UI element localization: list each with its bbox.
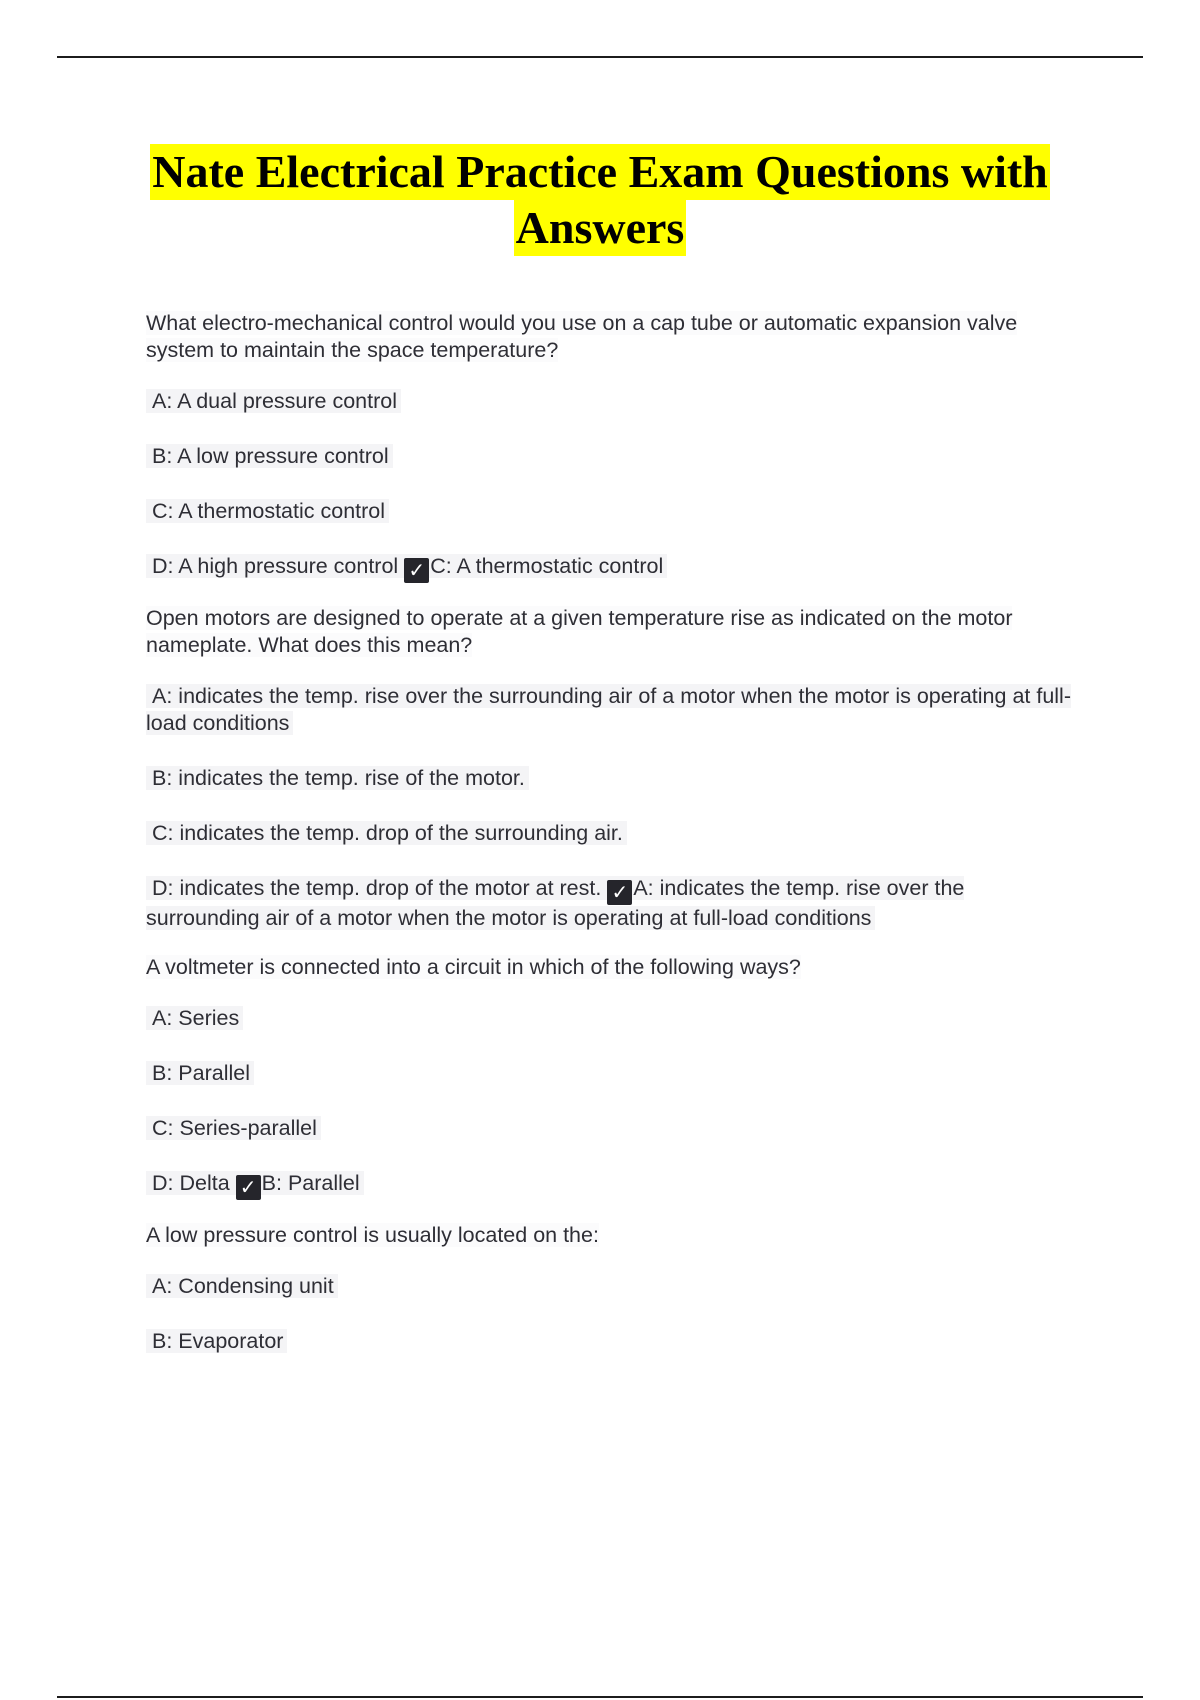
title-line-2: Answers (514, 200, 687, 256)
top-rule (57, 56, 1143, 58)
option-c (146, 498, 1081, 525)
answer-text: C: A thermostatic control (430, 554, 664, 578)
option-c (146, 1115, 1081, 1142)
answer-text: B: Parallel (261, 1171, 360, 1195)
option-text: A: A dual pressure control (146, 389, 401, 413)
option-d-with-answer (146, 553, 1081, 583)
option-text (146, 876, 964, 930)
question-text: What electro-mechanical control would you use on a cap tube or automatic expansion valve system to maintain the space temperature? (146, 311, 1018, 362)
document-title (140, 144, 1060, 256)
option-text: B: Evaporator (146, 1329, 287, 1353)
option-text (146, 554, 667, 582)
option-text: C: Series-parallel (146, 1116, 321, 1140)
option-text (146, 1171, 364, 1199)
option-text: C: indicates the temp. drop of the surrounding air. (146, 821, 627, 845)
question-1 (146, 310, 1081, 364)
answer-text: A: indicates the temp. rise over the surrounding air of a motor when the motor is operating at full-load conditions (146, 876, 965, 930)
title-line-1: Nate Electrical Practice Exam Questions with (150, 144, 1050, 200)
option-a (146, 683, 1081, 737)
option-b (146, 1328, 1081, 1355)
option-d-text: D: indicates the temp. drop of the motor at rest. (152, 876, 602, 900)
option-a (146, 1273, 1081, 1300)
question-3 (146, 954, 1081, 981)
option-text: B: indicates the temp. rise of the motor. (146, 766, 529, 790)
option-text: C: A thermostatic control (146, 499, 389, 523)
option-d-text: D: A high pressure control (152, 554, 399, 578)
option-b (146, 765, 1081, 792)
option-b (146, 1060, 1081, 1087)
option-d-with-answer (146, 875, 1081, 932)
question-2 (146, 605, 1081, 659)
question-list (146, 310, 1081, 1383)
check-mark-icon: ✓ (404, 558, 429, 583)
option-text: A: Condensing unit (146, 1274, 338, 1298)
option-b (146, 443, 1081, 470)
option-text: B: Parallel (146, 1061, 254, 1085)
option-d-text: D: Delta (152, 1171, 230, 1195)
option-a (146, 1005, 1081, 1032)
option-c (146, 820, 1081, 847)
question-4 (146, 1222, 1081, 1249)
question-text: Open motors are designed to operate at a given temperature rise as indicated on the motor nameplate. What does this mean? (146, 606, 1013, 657)
check-mark-icon: ✓ (236, 1175, 261, 1200)
option-d-with-answer (146, 1170, 1081, 1200)
option-a (146, 388, 1081, 415)
option-text: A: indicates the temp. rise over the surrounding air of a motor when the motor is operating at full-load conditions (146, 684, 1071, 735)
check-mark-icon: ✓ (607, 880, 632, 905)
question-text: A low pressure control is usually located on the: (146, 1223, 599, 1247)
question-text: A voltmeter is connected into a circuit in which of the following ways? (146, 955, 801, 979)
bottom-rule (57, 1696, 1143, 1698)
option-text: B: A low pressure control (146, 444, 393, 468)
option-text: A: Series (146, 1006, 243, 1030)
